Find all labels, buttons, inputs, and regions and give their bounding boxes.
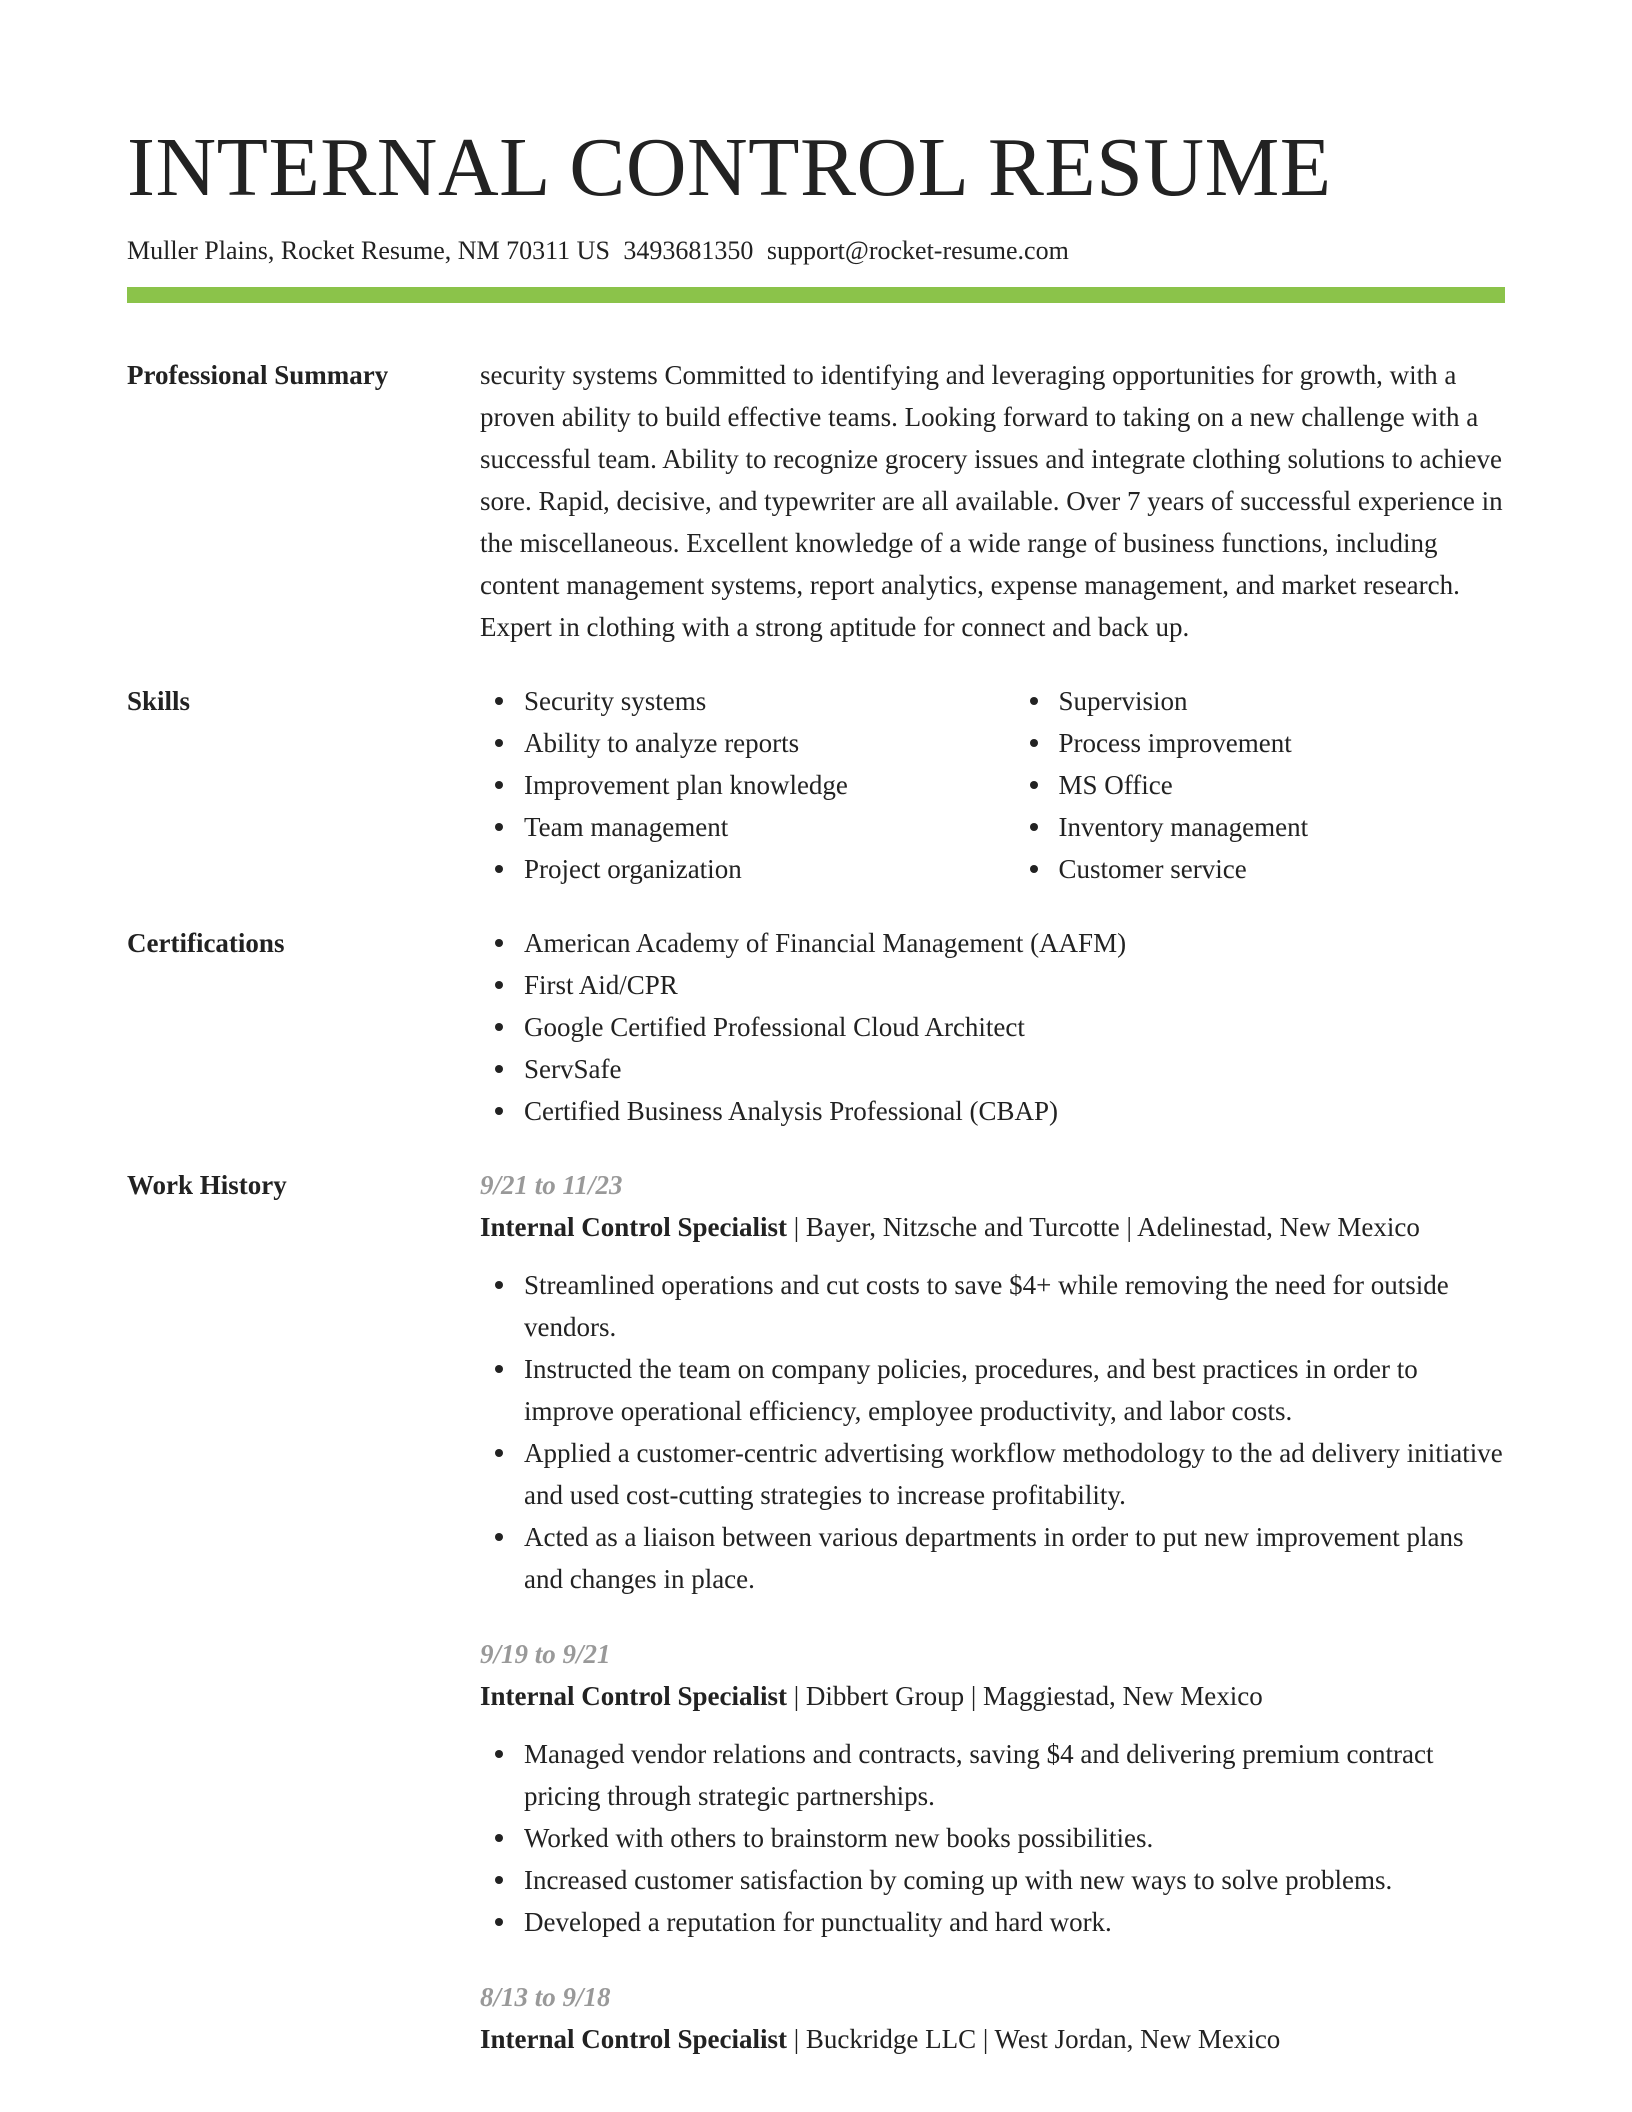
job-bullets [480,1733,1505,1943]
work-history-body [480,1164,1505,2076]
section-professional-summary [127,354,1505,648]
section-label-work-history: Work History [127,1170,287,1200]
job-bullet: Applied a customer-centric advertising workflow methodology to the ad delivery initiative and used cost-cutting strategies to increase profitability. [524,1432,1505,1516]
job-bullet: Worked with others to brainstorm new books possibilities. [524,1817,1505,1859]
skill-item: Inventory management [1059,806,1506,848]
section-work-history [127,1164,1505,2076]
job-dates: 9/21 to 11/23 [480,1170,623,1200]
skill-item: Team management [524,806,971,848]
section-label-certifications: Certifications [127,928,285,958]
job-title: Internal Control Specialist [480,2024,788,2054]
job-bullet: Developed a reputation for punctuality and hard work. [524,1901,1505,1943]
resume-header [127,0,1505,303]
certification-item: Google Certified Professional Cloud Architect [524,1006,1505,1048]
certifications-body [480,922,1505,1132]
skills-body [480,680,1505,890]
section-label-skills: Skills [127,686,191,716]
accent-divider [127,287,1505,303]
contact-address: Muller Plains, Rocket Resume, NM 70311 US [127,236,610,265]
contact-email: support@rocket-resume.com [766,236,1069,265]
job-bullet: Increased customer satisfaction by coming up with new ways to solve problems. [524,1859,1505,1901]
skill-item: Supervision [1059,680,1506,722]
certification-item: Certified Business Analysis Professional (CBAP) [524,1090,1505,1132]
summary-text: security systems Committed to identifying and leveraging opportunities for growth, with a proven ability to build effective teams. Looking forward to taking on a new challenge with a successful team. Ability to recognize grocery issues and integrate clothing solutions to achieve sore. Rapid, decisive, and typewriter are all available. Over 7 years of successful experience in the miscellaneous. Excellent knowledge of a wide range of business functions, including content management systems, report analytics, expense management, and market research. Expert in clothing with a strong aptitude for connect and back up. [480,360,1503,642]
job-heading [480,2018,1505,2060]
contact-line [127,234,1505,268]
job-details: | Bayer, Nitzsche and Turcotte | Adelinestad, New Mexico [787,1212,1420,1242]
skill-item: Improvement plan knowledge [524,764,971,806]
job-bullet: Managed vendor relations and contracts, saving $4 and delivering premium contract pricing through strategic partnerships. [524,1733,1505,1817]
certification-item: American Academy of Financial Management (AAFM) [524,922,1505,964]
job-dates: 9/19 to 9/21 [480,1639,611,1669]
skill-item: MS Office [1059,764,1506,806]
job-entry [480,1633,1505,1943]
job-title: Internal Control Specialist [480,1681,788,1711]
summary-body [480,354,1505,648]
job-entry [480,1976,1505,2060]
job-bullet: Streamlined operations and cut costs to save $4+ while removing the need for outside vendors. [524,1264,1505,1348]
section-label-summary: Professional Summary [127,360,389,390]
skill-item: Security systems [524,680,971,722]
certification-item: First Aid/CPR [524,964,1505,1006]
skill-item: Project organization [524,848,971,890]
job-title: Internal Control Specialist [480,1212,788,1242]
contact-phone: 3493681350 [623,236,754,265]
section-certifications [127,922,1505,1132]
job-details: | Dibbert Group | Maggiestad, New Mexico [787,1681,1263,1711]
certifications-list [480,922,1505,1132]
skill-item: Customer service [1059,848,1506,890]
job-bullets [480,1264,1505,1600]
resume-title: INTERNAL CONTROL RESUME [127,121,1332,214]
certification-item: ServSafe [524,1048,1505,1090]
job-bullet: Acted as a liaison between various departments in order to put new improvement plans and changes in place. [524,1516,1505,1600]
skills-list-left [480,680,971,890]
job-heading [480,1675,1505,1717]
job-details: | Buckridge LLC | West Jordan, New Mexico [787,2024,1281,2054]
skill-item: Process improvement [1059,722,1506,764]
job-entry [480,1164,1505,1600]
job-dates: 8/13 to 9/18 [480,1982,611,2012]
skill-item: Ability to analyze reports [524,722,971,764]
job-heading [480,1206,1505,1248]
job-bullet: Instructed the team on company policies, procedures, and best practices in order to improve operational efficiency, employee productivity, and labor costs. [524,1348,1505,1432]
section-skills [127,680,1505,890]
skills-list-right [1015,680,1506,890]
